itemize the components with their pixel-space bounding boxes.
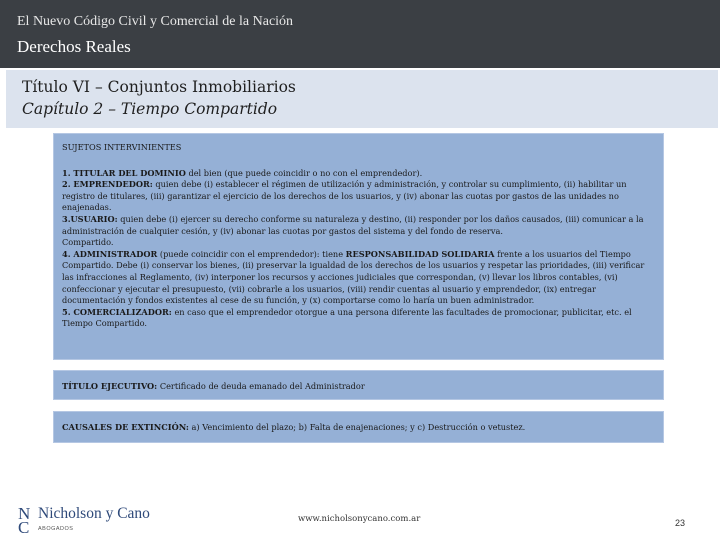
titular-label: 1. TITULAR DEL DOMINIO [62,167,186,178]
administrador-responsabilidad: RESPONSABILIDAD SOLIDARIA [345,248,495,259]
usuario-label: 3.USUARIO: [62,213,118,224]
compartido-text: Compartido. [62,237,114,248]
administrador-text-1: (puede coincidir con el emprendedor): tiene [159,248,344,259]
top-banner [0,0,720,68]
emprendedor-item [62,179,655,214]
causales-panel [53,411,664,443]
administrador-label: 4. ADMINISTRADOR [62,248,158,259]
series-title: El Nuevo Código Civil y Comercial de la Nación [17,14,294,29]
page-number: 23 [675,518,686,528]
logo-subtitle: ABOGADOS [38,526,74,532]
section-title: Derechos Reales [17,37,131,56]
emprendedor-label: 2. EMPRENDEDOR: [62,179,153,190]
usuario-item [62,214,655,237]
causales-label: CAUSALES DE EXTINCIÓN: [62,422,189,432]
comercializador-item [62,307,655,330]
administrador-text-2: frente a los usuarios del Tiempo Compartido. Debe (i) conservar los bienes, (ii) preservar la igualdad de los derechos de los usuarios y respetar las prioridades, (iii) verificar las infracciones al Reglamento, (iv) interponer los recursos y acciones judiciales que correspondan, (v) llevar los libros contables, (vi) confeccionar y ejecutar el presupuesto, (vii) cobrarle a los usuarios, (viii) rendir cuentas al usuario y emprendedor, (ix) entregar documentación y fondos existentes al cese de su función, y (x) comportarse como lo haría un buen administrador. [62,248,645,306]
titular-text: del bien (que puede coincidir o no con el emprendedor). [188,167,423,178]
capitulo-heading: Capítulo 2 – Tiempo Compartido [22,100,278,118]
logo-letter-c: C [18,518,30,537]
titular-item [62,168,655,180]
sujetos-panel [53,133,664,360]
titulo-ejecutivo-label: TÍTULO EJECUTIVO: [62,381,158,391]
administrador-item [62,249,655,307]
comercializador-label: 5. COMERCIALIZADOR: [62,306,172,317]
logo-firm-name: Nicholson y Cano [38,505,150,522]
logo-letter-n: N [18,504,31,523]
emprendedor-text: quien debe (i) establecer el régimen de utilización y administración, y controlar su cumplimiento, (ii) habilitar un registro de titulares, (iii) garantizar el ejercicio de los derechos de los usuarios, y (iv) abonar las cuotas por gastos de las unidades no enajenadas. [62,179,627,213]
usuario-text: quien debe (i) ejercer su derecho conforme su naturaleza y destino, (ii) responder por los daños causados, (iii) comunicar a la administración de cualquier cesión, y (iv) abonar las cuotas por gastos del sistema y del fondo de reserva. [62,213,644,236]
website-link[interactable]: www.nicholsonycano.com.ar [298,514,421,524]
sujetos-heading: SUJETOS INTERVINIENTES [62,142,182,152]
titulo-ejecutivo-panel [53,370,664,400]
comercializador-text: en caso que el emprendedor otorgue a una persona diferente las facultades de promocionar, publicitar, etc. el Tiempo Compartido. [62,306,632,329]
titulo-heading: Título VI – Conjuntos Inmobiliarios [22,78,296,96]
causales-text: a) Vencimiento del plazo; b) Falta de enajenaciones; y c) Destrucción o vetustez. [191,422,526,432]
titulo-ejecutivo-text: Certificado de deuda emanado del Administrador [159,381,365,391]
